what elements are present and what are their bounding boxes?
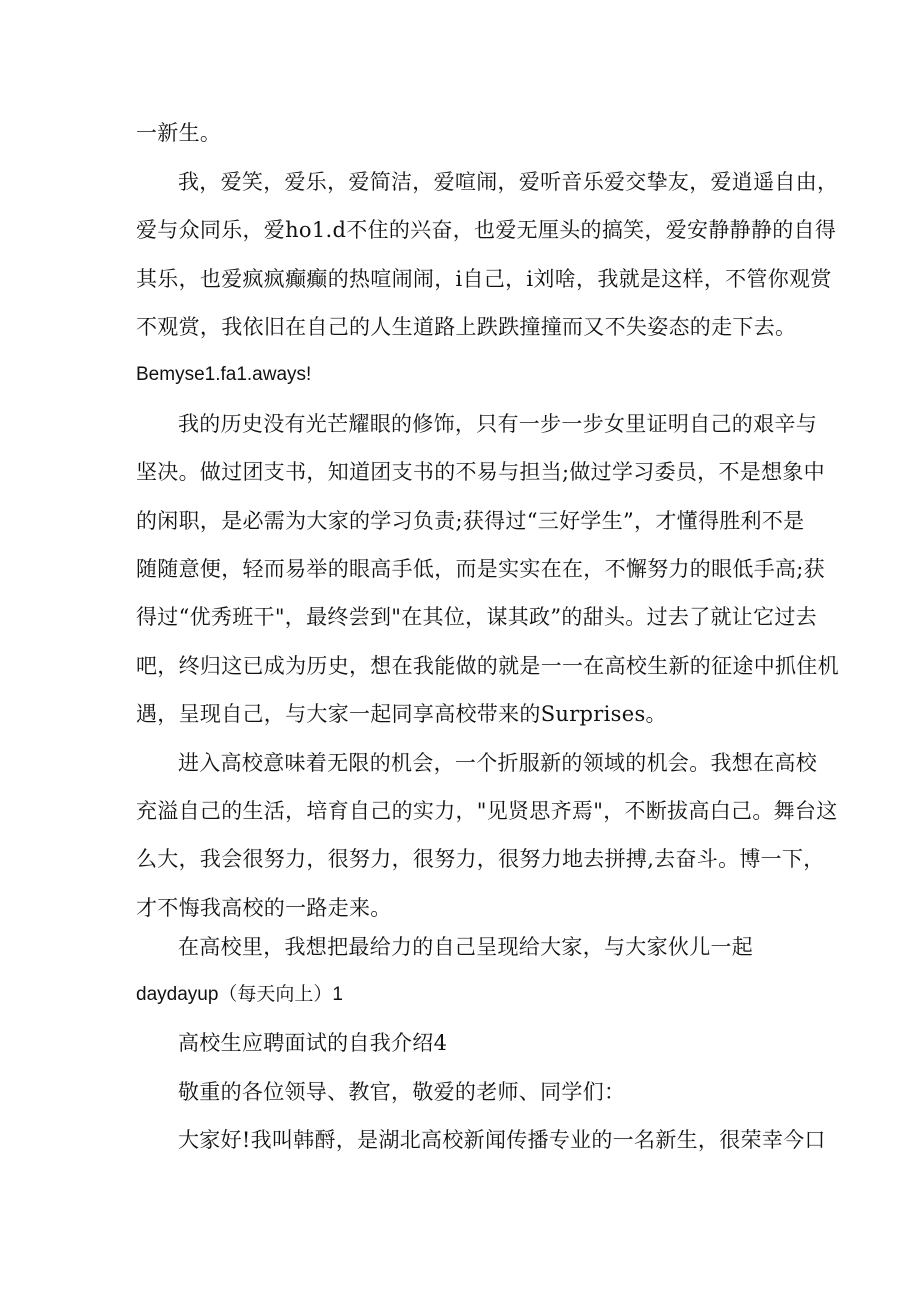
section-heading: 高校生应聘面试的自我介绍4 <box>178 1031 448 1055</box>
text-line: 吧，终归这已成为历史，想在我能做的就是一一在高校生新的征途中抓住机 <box>136 654 839 678</box>
text-line: 随随意便，轻而易举的眼高手低，而是实实在在，不懈努力的眼低手高;获 <box>136 557 825 581</box>
text-line: 得过“优秀班干"，最终尝到"在其位，谋其政”的甜头。过去了就让它过去 <box>136 605 817 629</box>
english-motto-line: Bemyse1.fa1.aways! <box>136 364 312 385</box>
paragraph-start-line: 在高校里，我想把最给力的自己呈现给大家，与大家伙儿一起 <box>178 935 754 959</box>
text-line: 才不悔我高校的一路走来。 <box>136 896 392 920</box>
text-line: 遇，呈现自己，与大家一起同享高校带来的Surprises。 <box>136 702 667 726</box>
paragraph-start-line: 我，爱笑，爱乐，爱简洁，爱喧闹，爱听音乐爱交挚友，爱逍遥自由， <box>178 170 839 194</box>
paragraph-start-line: 大家好!我叫韩酹，是湖北高校新闻传播专业的一名新生，很荣幸今口 <box>178 1128 826 1152</box>
text-line: 充溢自己的生活，培育自己的实力，"见贤思齐焉"，不断拔高白己。舞台这 <box>136 799 838 823</box>
text-line: 其乐，也爱疯疯癫癫的热喧闹闹，i自己，i刘啥，我就是这样，不管你观赏 <box>136 267 832 291</box>
text-line: 的闲职，是必需为大家的学习负责;获得过“三好学生”，才懂得胜利不是 <box>136 509 805 533</box>
paragraph-start-line: 我的历史没有光芒耀眼的修饰，只有一步一步女里证明自己的艰辛与 <box>178 412 817 436</box>
text-line: 么大，我会很努力，很努力，很努力，很努力地去拼搏,去奋斗。博一下， <box>136 847 825 871</box>
text-line: daydayup（每天向上）1 <box>136 984 343 1005</box>
text-line: 一新生。 <box>136 121 222 145</box>
text-line: 坚决。做过团支书，知道团支书的不易与担当;做过学习委员，不是想象中 <box>136 460 825 484</box>
text-line: 不观赏，我依旧在自己的人生道路上跌跌撞撞而又不失姿态的走下去。 <box>136 315 797 339</box>
greeting-line: 敬重的各位领导、教官，敬爱的老师、同学们： <box>178 1080 626 1104</box>
paragraph-start-line: 进入高校意味着无限的机会，一个折服新的领域的机会。我想在高校 <box>178 751 817 775</box>
text-line: 爱与众同乐，爱ho1.d不住的兴奋，也爱无厘头的搞笑，爱安静静静的自得 <box>136 218 837 242</box>
